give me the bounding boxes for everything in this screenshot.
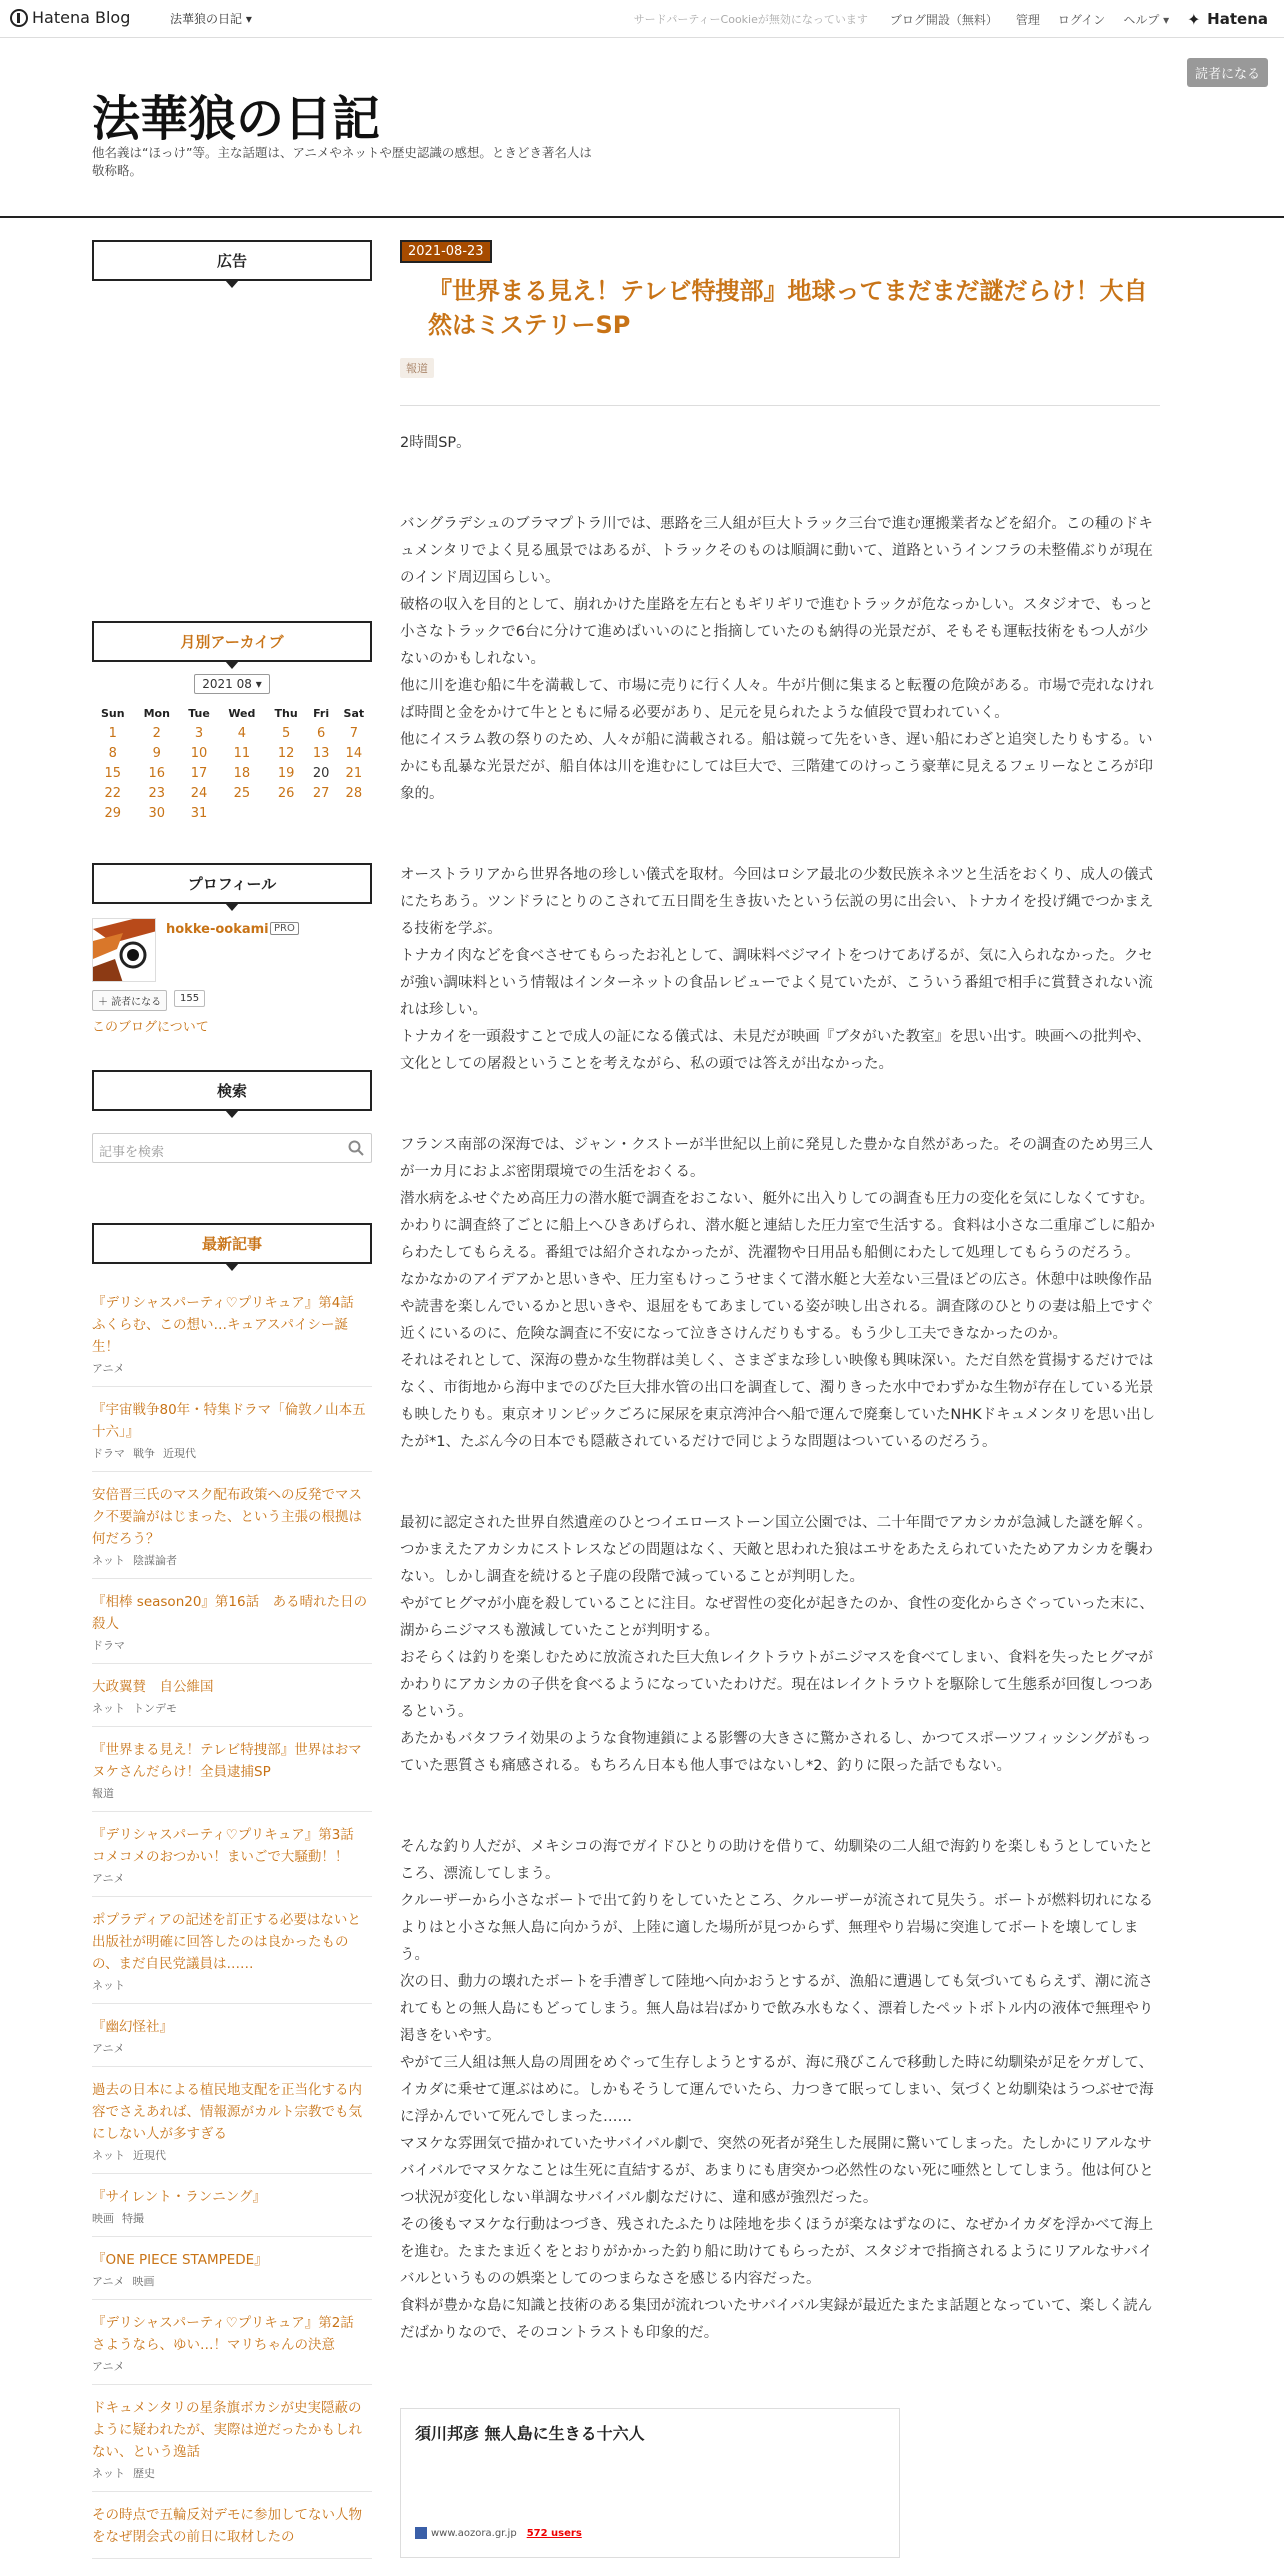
tag[interactable]: 映画 [92,2212,114,2225]
about-blog-link[interactable]: このブログについて [92,1020,209,1035]
tag[interactable]: 特撮 [122,2212,144,2225]
recent-entry-tags [92,2147,372,2163]
tag[interactable]: ネット [92,1554,125,1567]
calendar-day[interactable]: 16 [148,765,166,781]
recent-entry [92,1812,372,1897]
subscribe-button[interactable]: 読者になる [1187,58,1268,87]
recent-entry [92,2385,372,2492]
recent-entry [92,1579,372,1664]
calendar-day[interactable]: 7 [349,725,358,741]
calendar-day[interactable]: 14 [345,745,363,761]
paragraph-gap [400,1105,1160,1132]
calendar-day[interactable]: 29 [104,805,122,821]
recent-entry-tags [92,2358,372,2374]
calendar-day[interactable]: 27 [312,785,330,801]
tag[interactable]: トンデモ [133,1702,177,1715]
article-paragraph: 他にイスラム教の祭りのため、人々が船に満載される。船は競って先をいき、遅い船にわざと追突したりもする。いかにも乱暴な光景だが、船自体は川を進むにしては巨大で、三階建てのけっこう豪華に見えるフェリーなところが印象的。 [400,732,1153,802]
recent-entry-tags [92,1445,372,1461]
article-paragraph: その後もマヌケな行動はつづき、残されたふたりは陸地を歩くほうが楽なはずなのに、なぜかイカダを浮かべて海上を進む。たまたま近くをとおりがかかった釣り船に助けてもらったが、スタジオで指摘されるようにリアルなサバイバルというものの娯楽としてのつまらなさを感じる内容だった。 [400,2217,1153,2287]
calendar-day[interactable]: 19 [277,765,295,781]
paragraph-gap [400,1780,1160,1807]
archive-widget-title[interactable]: 月別アーカイブ [92,621,372,662]
calendar-day[interactable]: 5 [281,725,291,741]
tag[interactable]: 陰謀論者 [133,1554,177,1567]
hatena-icon [1187,11,1203,27]
recent-entry [92,1664,372,1727]
subscriber-count: 155 [174,990,205,1007]
tag[interactable]: アニメ [92,1362,125,1375]
pro-badge: PRO [270,922,299,935]
article-paragraph: 次の日、動力の壊れたボートを手漕ぎして陸地へ向かおうとするが、漁船に遭遇しても気づいてもらえず、潮に流されてもとの無人島にもどってしまう。無人島は岩ばかりで飲み水もなく、漂着したペットボトル内の液体で無理やり渇きをいやす。 [400,1974,1154,2044]
calendar-day[interactable]: 22 [104,785,122,801]
article-paragraph: バングラデシュのブラマプトラ川では、悪路を三人組が巨大トラック三台で進む運搬業者などを紹介。この種のドキュメンタリでよく見る風景ではあるが、トラックそのものは順調に動いて、道路というインフラの未整備ぶりが現在のインド周辺国らしい。 [400,516,1153,586]
blog-title[interactable]: 法華狼の日記 [92,91,381,147]
bookmark-users[interactable]: 572 users [526,2527,582,2539]
article-paragraph: 2時間SP。 [400,435,471,451]
profile-card [92,918,372,1035]
recent-entry [92,1472,372,1579]
recent-entry-tags [92,2040,372,2056]
recent-entry-tags [92,1870,372,1886]
recent-entry-tags [92,2210,372,2226]
blog-header [0,38,1284,218]
avatar[interactable] [92,918,156,982]
article-paragraph: クルーザーから小さなボートで出て釣りをしていたところ、クルーザーが流されて見失う。ボートが燃料切れになるよりはと小さな無人島に向かうが、上陸に適した場所が見つからず、無理やり岩場に突進してボートを壊してしまう。 [400,1893,1154,1963]
article-paragraph: 潜水病をふせぐため高圧力の潜水艇で調査をおこない、艇外に出入りしての調査も圧力の変化を気にしなくてすむ。かわりに調査終了ごとに船上へひきあげられ、潜水艇と連結した圧力室で生活する。食料は小さな二重扉ごしに船からわたしてもらえる。番組では紹介されなかったが、洗濯物や日用品も船側にわたして処理してもらうのだろう。 [400,1191,1155,1261]
recent-entry-title[interactable]: ドキュメンタリの星条旗ボカシが史実隠蔽のように疑われたが、実際は逆だったかもしれない、という逸話 [92,2400,362,2460]
article-paragraph: あたかもバタフライ効果のような食物連鎖による影響の大きさに驚かされるし、かつてスポーツフィッシングがもっていた悪質さも痛感される。もちろん日本も他人事ではないし*2、釣りに限った話でもない。 [400,1731,1152,1774]
ad-widget-title: 広告 [92,240,372,281]
logo-text: Hatena Blog [32,8,131,27]
tag[interactable]: 歴史 [133,2467,155,2480]
calendar-day[interactable]: 21 [345,765,363,781]
paragraph-gap [400,1807,1160,1834]
calendar-day[interactable]: 11 [233,745,251,761]
cookie-notice[interactable]: サードパーティーCookieが無効になっています [633,13,868,26]
recent-entry-tags [92,1785,372,1801]
paragraph-gap [400,457,1160,484]
recent-entry [92,1280,372,1387]
article-paragraph: つかまえたアカシカにストレスなどの問題はなく、天敵と思われた狼はエサをあたえられていたためアカシカを襲わない。しかし調査を続けると子鹿の段階で減っていることが判明した。 [400,1542,1153,1585]
tag[interactable]: ネット [92,2467,125,2480]
recent-entry [92,2300,372,2385]
recent-entry [92,2237,372,2300]
recent-entry-title[interactable]: 『デリシャスパーティ♡プリキュア』第4話 ふくらむ、この想い…キュアスパイシー誕生！ [92,1295,368,1355]
admin-link[interactable]: 管理 [1015,12,1040,27]
search-widget-title: 検索 [92,1070,372,1111]
calendar-day[interactable]: 20 [312,765,330,781]
recent-entry-title[interactable]: その時点で五輪反対デモに参加してない人物をなぜ閉会式の前日に取材したの [92,2507,362,2545]
profile-name[interactable]: hokke-ookami [166,922,269,937]
blog-menu[interactable]: 法華狼の日記 ▾ [170,12,252,26]
calendar-empty [336,803,372,823]
embed-source-domain: www.aozora.gr.jp [431,2527,517,2539]
tag[interactable]: 戦争 [133,1447,155,1460]
help-label: ヘルプ [1123,12,1160,27]
calendar-day[interactable]: 23 [148,785,166,801]
calendar-day[interactable]: 4 [237,725,246,741]
recent-entry [92,2004,372,2067]
article-paragraph: トナカイ肉などを食べさせてもらったお礼として、調味料ベジマイトをつけてあげるが、気に入られなかった。クセが強い調味料という情報はインターネットの食品レビューでよく見ていたが、こういう番組で相手に賞賛されない流れは珍しい。 [400,948,1153,1018]
paragraph-gap [400,835,1160,862]
tag[interactable]: ネット [92,1979,125,1992]
recent-entry-title[interactable]: 『幽幻怪社』 [92,2019,173,2035]
avatar-image [93,919,156,982]
calendar-empty [307,803,336,823]
search-input[interactable] [92,1133,372,1163]
paragraph-gap [400,808,1160,835]
recent-entry-tags [92,1360,372,1376]
recent-entry-tags [92,1700,372,1716]
article-paragraph: 最初に認定された世界自然遺産のひとつイエローストーン国立公園では、二十年間でアカシカが急減した謎を解く。 [400,1515,1152,1531]
embed-source [415,2527,582,2539]
article-paragraph: それはそれとして、深海の豊かな生物群は美しく、さまざまな珍しい映像も興味深い。ただ自然を賞揚するだけではなく、市街地から海中までのびた巨大排水管の出口を調査して、濁りきった水中でわずかな生物が存在している光景も映したりも。東京オリンピックごろに屎尿を東京湾沖合へ船で運んで廃棄していたNHKドキュメンタリを思い出したが*1、たぶん今の日本でも隠蔽されているだけで同じような問題はついているのだろう。 [400,1353,1156,1450]
calendar-day[interactable]: 3 [194,725,204,741]
recent-widget-title[interactable]: 最新記事 [92,1223,372,1264]
profile-subscribe-button[interactable]: ＋ 読者になる [92,990,167,1011]
article-category[interactable]: 報道 [400,358,434,378]
archive-month-select[interactable]: 2021 08 ▾ [194,674,270,694]
profile-subscribe-label: 読者になる [111,997,162,1008]
hatena-brand: Hatena [1207,10,1268,28]
tag[interactable]: ドラマ [92,1639,125,1652]
paragraph-gap [400,1483,1160,1510]
blog-menu-label: 法華狼の日記 [170,12,243,26]
help-menu[interactable]: ヘルプ ▾ [1123,12,1170,27]
calendar-day[interactable]: 12 [277,745,295,761]
tag[interactable]: アニメ [92,2042,125,2055]
article-paragraph: フランス南部の深海では、ジャン・クストーが半世紀以上前に発見した豊かな自然があった。その調査のため男三人が一カ月におよぶ密閉環境での生活をおくる。 [400,1137,1153,1180]
paragraph-gap [400,484,1160,511]
article-paragraph: 食料が豊かな島に知識と技術のある集団が流れついたサバイバル実録が最近たまたま話題となっていて、楽しく読んだばかりなので、そのコントラストも印象的だ。 [400,2298,1153,2341]
search-icon[interactable] [347,1139,365,1157]
ad-space [92,281,372,621]
hatena-logo[interactable] [1187,10,1268,28]
embed-title[interactable]: 須川邦彦 無人島に生きる十六人 [415,2424,645,2443]
calendar-day[interactable]: 13 [312,745,330,761]
recent-entry-tags [92,1552,372,1568]
calendar-day[interactable]: 9 [152,745,161,761]
recent-entry [92,1727,372,1812]
weekday-sat: Sat [343,707,365,720]
calendar-day[interactable]: 6 [316,725,326,741]
calendar-day[interactable]: 8 [108,745,117,761]
recent-entry-title[interactable]: 『デリシャスパーティ♡プリキュア』第2話 さようなら、ゆい…！マリちゃんの決意 [92,2315,368,2353]
sidebar [92,240,372,2559]
weekday-fri: Fri [313,707,330,720]
recent-entry-title[interactable]: 『サイレント・ランニング』 [92,2189,266,2205]
recent-entries-list [92,1280,372,2559]
article-paragraph: やがて三人組は無人島の周囲をめぐって生存しようとするが、海に飛びこんで移動した時に幼馴染が足をケガして、イカダに乗せて運ぶはめに。しかもそうして運んでいたら、力つきて眠ってしまい、気づくと幼馴染はうつぶせで海に浮かんでいて死んでしまった…… [400,2055,1154,2125]
global-nav [634,10,1284,28]
article-paragraph: マヌケな雰囲気で描かれていたサバイバル劇で、突然の死者が発生した展開に驚いてしまった。たしかにリアルなサバイバルでマヌケなことは生死に直結するが、あまりにも唐突かつ必然性のない死に唖然としてしまう。他は何ひとつ状況が変化しない単調なサバイバル劇なだけに、違和感が強烈だった。 [400,2136,1154,2206]
tag[interactable]: アニメ [92,1872,125,1885]
calendar-day[interactable]: 2 [152,725,161,741]
calendar-day[interactable]: 24 [190,785,208,801]
recent-entry-title[interactable]: 『宇宙戦争80年・特集ドラマ「倫敦ノ山本五十六」』 [92,1402,366,1440]
weekday-mon: Mon [143,707,170,720]
search-placeholder: 記事を検索 [99,1145,165,1160]
recent-entry [92,2492,372,2559]
blog-description: 他名義は“ほっけ”等。主な話題は、アニメやネットや歴史認識の感想。ときどき著名人は敬称略。 [92,145,592,178]
tag[interactable]: ネット [92,1702,125,1715]
calendar-day[interactable]: 10 [190,745,208,761]
calendar-day[interactable]: 31 [190,805,208,821]
tag[interactable]: ネット [92,2149,125,2162]
global-header [0,0,1284,38]
paragraph-gap [400,1078,1160,1105]
article-paragraph: トナカイを一頭殺すことで成人の証になる儀式は、未見だが映画『ブタがいた教室』を思い出す。映画への批判や、文化としての屠殺ということを考えながら、私の頭では答えが出なかった。 [400,1029,1151,1072]
calendar-empty [266,803,307,823]
tag[interactable]: アニメ [92,2360,125,2373]
embed-card[interactable] [400,2408,900,2558]
weekday-sun: Sun [100,707,125,720]
archive-calendar [92,704,372,823]
tag[interactable]: 近現代 [133,2149,166,2162]
recent-entry-title[interactable]: 『世界まる見え！テレビ特捜部』世界はおマヌケさんだらけ！全員逮捕SP [92,1742,362,1780]
recent-entry [92,2174,372,2237]
favicon-icon [415,2527,427,2539]
article-paragraph: 破格の収入を目的として、崩れかけた崖路を左右ともギリギリで進むトラックが危なっかしい。スタジオで、もっと小さなトラックで6台に分けて進めばいいのにと指摘していたのも納得の光景だが、そもそも運転技術をもつ人が少ないのかもしれない。 [400,597,1154,667]
archive-select-value: 2021 08 [202,677,252,691]
calendar-day[interactable]: 17 [190,765,208,781]
weekday-wed: Wed [228,707,256,720]
article-paragraph: おそらくは釣りを楽しむために放流された巨大魚レイクトラウトがニジマスを食べてしまい、食料を失ったヒグマがかわりにアカシカの子供を食べるようになっていたわけだ。現在はレイクトラウトを駆除して生態系が回復しつつあるという。 [400,1650,1153,1720]
recent-entry-tags [92,2465,372,2481]
tag[interactable]: ドラマ [92,1447,125,1460]
weekday-tue: Tue [188,707,210,720]
calendar-day[interactable]: 28 [345,785,363,801]
recent-entry-title[interactable]: 『ONE PIECE STAMPEDE』 [92,2252,268,2268]
article-paragraph: なかなかのアイデアかと思いきや、圧力室もけっこうせまくて潜水艇と大差ない三畳ほどの広さ。休憩中は映像作品や読書を楽しんでいるかと思いきや、退屈をもてあましている姿が映し出される。調査隊のひとりの妻は船上ですぐ近くにいるのに、危険な調査に不安になって泣きさけんだりもする。もう少し工夫できなかったのか。 [400,1272,1154,1342]
weekday-thu: Thu [274,707,298,720]
recent-entry-title[interactable]: ポプラディアの記述を訂正する必要はないと出版社が明確に回答したのは良かったものの、まだ自民党議員は…… [92,1912,361,1972]
paragraph-gap [400,1456,1160,1483]
recent-entry-title[interactable]: 『相棒 season20』第16話 ある晴れた日の殺人 [92,1594,368,1632]
create-blog-link[interactable]: ブログ開設（無料） [889,12,998,27]
tag[interactable]: アニメ [92,2275,125,2288]
article-paragraph: オーストラリアから世界各地の珍しい儀式を取材。今回はロシア最北の少数民族ネネツと生活をおくり、成人の儀式にたちあう。ツンドラにとりのこされて五日間を生き抜いたという伝説の男に出会い、トナカイを投げ縄でつかまえる技術を学ぶ。 [400,867,1154,937]
calendar-day[interactable]: 1 [108,725,117,741]
profile-widget-title: プロフィール [92,863,372,904]
calendar-day[interactable]: 30 [148,805,166,821]
article-date[interactable]: 2021-08-23 [400,240,492,263]
tag[interactable]: 映画 [132,2275,155,2288]
article-paragraph: やがてヒグマが小鹿を殺していることに注目。なぜ習性の変化が起きたのか、食性の変化からさぐっていった末に、湖からニジマスも激減していたことが判明する。 [400,1596,1154,1639]
recent-entry-tags [92,1977,372,1993]
tag[interactable]: 近現代 [163,1447,196,1460]
article-title[interactable]: 『世界まる見え！テレビ特捜部』地球ってまだまだ謎だらけ！大自然はミステリーSP [428,277,1148,339]
calendar-day[interactable]: 25 [233,785,251,801]
calendar-day[interactable]: 15 [104,765,122,781]
recent-entry-title[interactable]: 過去の日本による植民地支配を正当化する内容でさえあれば、情報源がカルト宗教でも気にしない人が多すぎる [92,2082,362,2142]
article-paragraph: そんな釣り人だが、メキシコの海でガイドひとりの助けを借りて、幼馴染の二人組で海釣りを楽しもうとしていたところ、漂流してしまう。 [400,1839,1154,1882]
hatena-blog-logo[interactable] [10,8,130,27]
calendar-day[interactable]: 18 [233,765,251,781]
hatena-blog-icon [10,9,28,27]
recent-entry-tags [92,1637,372,1653]
tag[interactable]: 報道 [92,1787,114,1800]
calendar-day[interactable]: 26 [277,785,295,801]
recent-entry-tags [92,2273,372,2289]
login-link[interactable]: ログイン [1057,12,1106,27]
divider [400,405,1160,406]
article-body [400,430,1160,2347]
recent-entry-title[interactable]: 『デリシャスパーティ♡プリキュア』第3話 コメコメのおつかい！まいごで大騒動！！ [92,1827,368,1865]
recent-entry-title[interactable]: 安倍晋三氏のマスク配布政策への反発でマスク不要論がはじまった、という主張の根拠は何だろう？ [92,1487,362,1547]
calendar-empty [218,803,266,823]
article-paragraph: 他に川を進む船に牛を満載して、市場に売りに行く人々。牛が片側に集まると転覆の危険がある。市場で売れなければ時間と金をかけて牛とともに帰る必要があり、足元を見られたような値段で買われていく。 [400,678,1154,721]
recent-entry [92,1387,372,1472]
recent-entry [92,1897,372,2004]
recent-entry-title[interactable]: 大政翼賛 自公維国 [92,1679,214,1695]
recent-entry [92,2067,372,2174]
